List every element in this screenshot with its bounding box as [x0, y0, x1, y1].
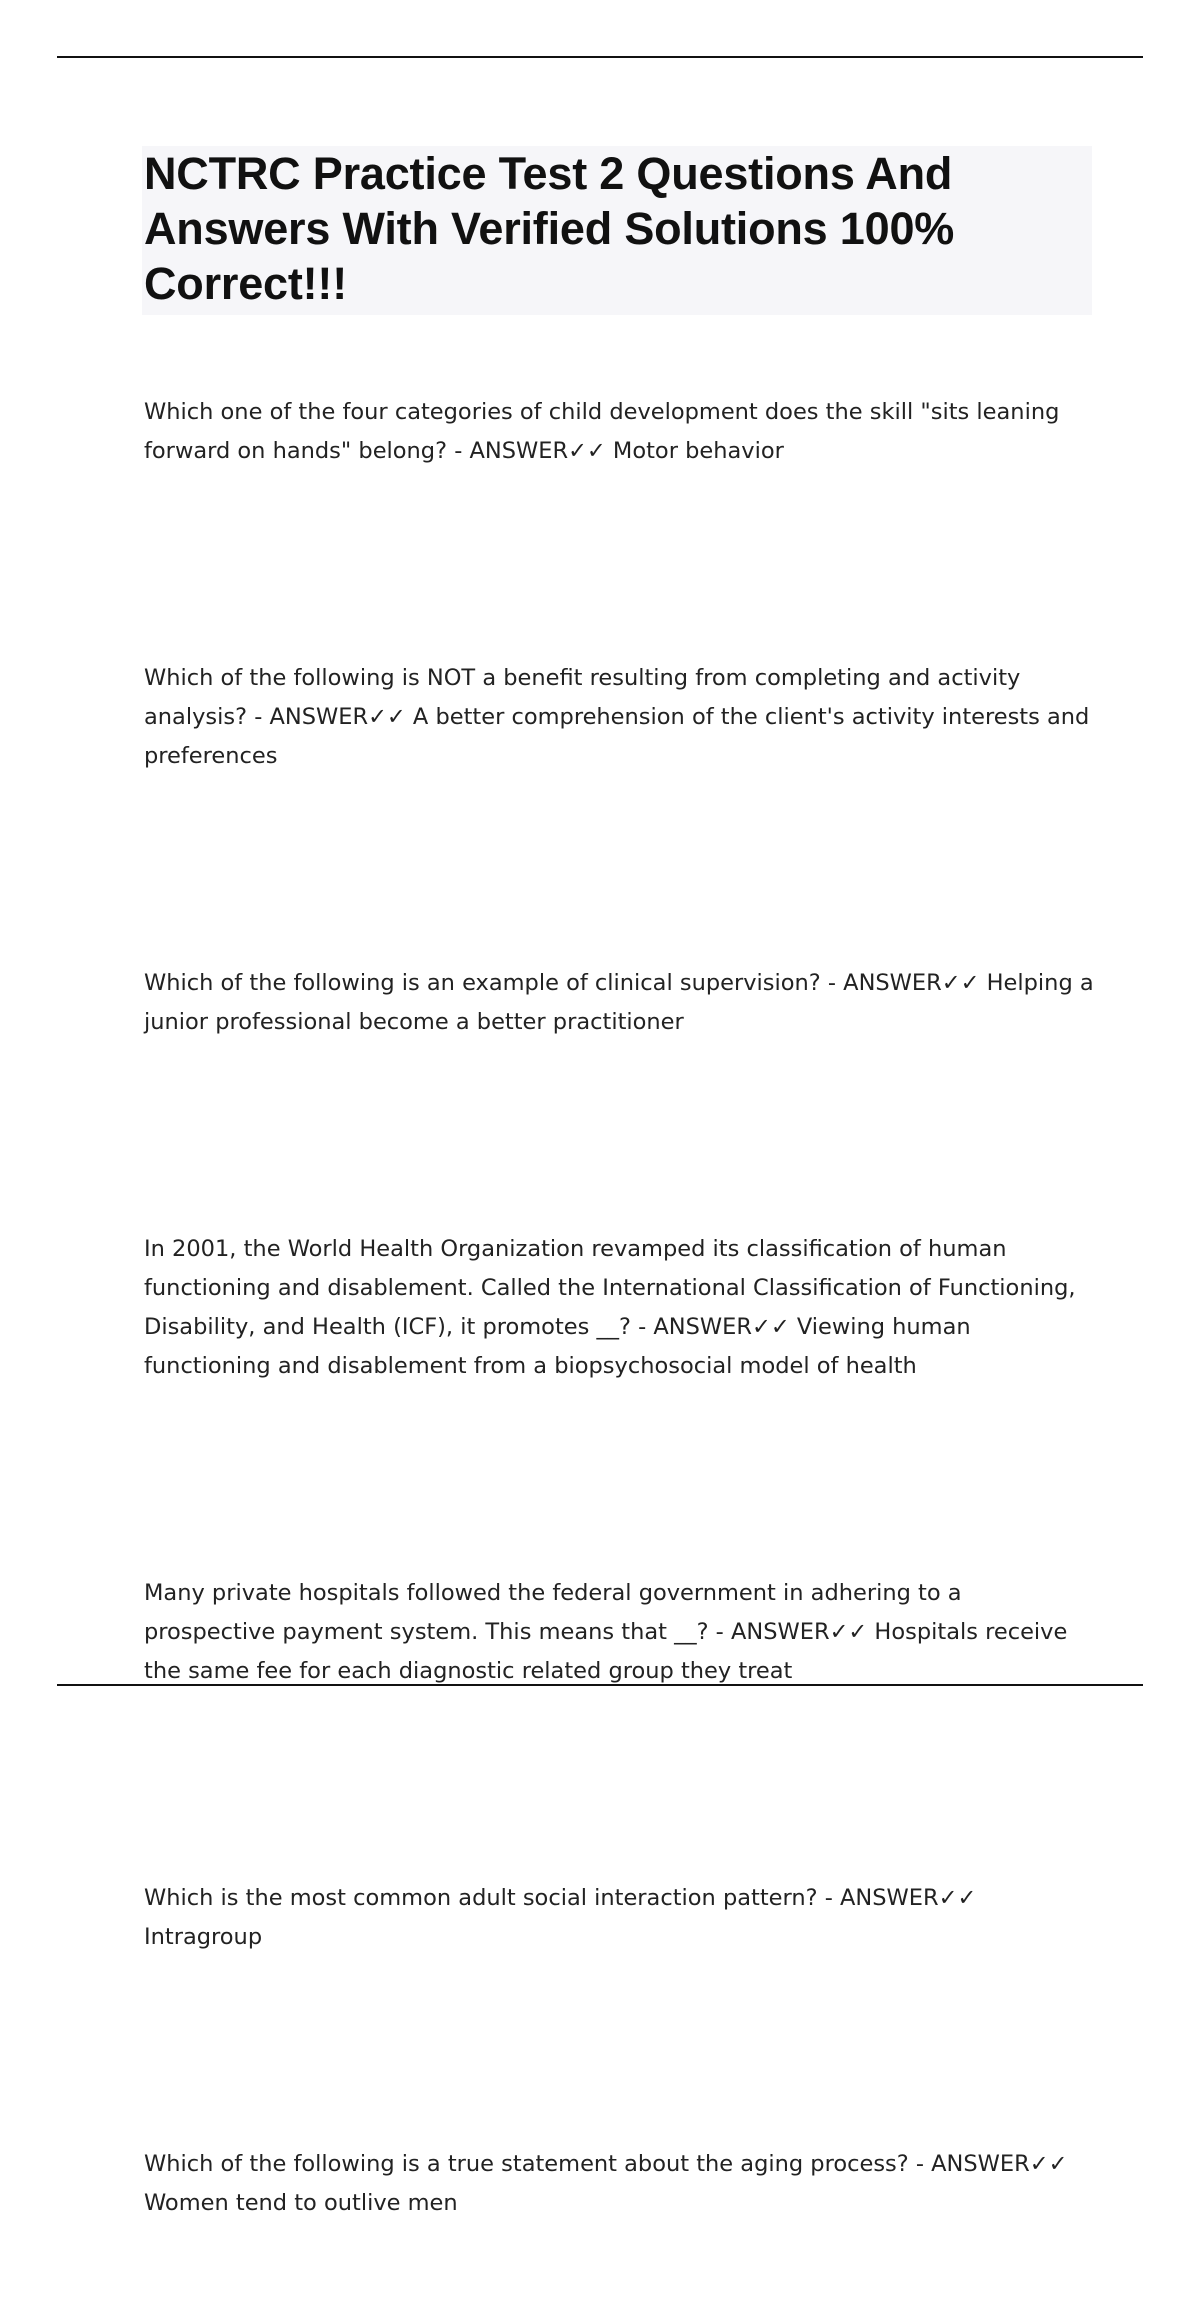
document-body: [144, 146, 1101, 2301]
qa-item: [144, 1230, 1094, 1386]
question-text: Which of the following is a true statement about the aging process? -: [144, 2151, 932, 2177]
answer-text: Hospitals receive the same fee for each diagnostic related group they treat: [144, 1619, 1075, 1684]
document-title: NCTRC Practice Test 2 Questions And Answers With Verified Solutions 100% Correct!!!: [144, 148, 955, 309]
answer-text: Women tend to outlive men: [144, 2151, 1075, 2216]
answer-marker: ANSWER✓✓: [653, 1314, 790, 1340]
answer-marker: ANSWER✓✓: [840, 1885, 977, 1911]
question-text: Which of the following is an example of clinical supervision? -: [144, 970, 844, 996]
answer-text: A better comprehension of the client's activity interests and preferences: [144, 704, 1097, 769]
question-text: In 2001, the World Health Organization revamped its classification of human functioning and disablement. Called the International Classification of Functioning, Disability, and Health (ICF), it promotes __? -: [144, 1236, 1083, 1340]
answer-text: Motor behavior: [605, 438, 784, 464]
answer-marker: ANSWER✓✓: [730, 1619, 868, 1645]
answer-marker: ANSWER✓✓: [469, 438, 606, 464]
qa-item: [144, 964, 1101, 1042]
qa-item: [144, 1879, 1094, 1957]
answer-marker: ANSWER✓✓: [269, 704, 406, 730]
question-text: Which is the most common adult social interaction pattern? -: [144, 1885, 841, 1911]
answer-text: Intragroup: [144, 1885, 984, 1950]
answer-marker: ANSWER✓✓: [843, 970, 980, 996]
qa-item: [144, 393, 1094, 471]
question-text: Which of the following is NOT a benefit resulting from completing and activity analysis? -: [144, 665, 1028, 730]
question-text: Which one of the four categories of child development does the skill "sits leaning forward on hands" belong? -: [144, 399, 1067, 464]
question-text: Many private hospitals followed the federal government in adhering to a prospective payment system. This means that __? -: [144, 1580, 969, 1645]
answer-marker: ANSWER✓✓: [931, 2151, 1068, 2177]
qa-item: [144, 2145, 1094, 2223]
qa-item: [144, 1574, 1094, 1691]
answer-text: Helping a junior professional become a better practitioner: [144, 970, 1101, 1035]
title-block: [142, 146, 1092, 315]
bottom-divider: [57, 1684, 1143, 1686]
qa-item: [144, 659, 1097, 776]
top-divider: [57, 56, 1143, 58]
answer-text: Viewing human functioning and disablement from a biopsychosocial model of health: [144, 1314, 978, 1379]
qa-list: [144, 315, 1101, 2301]
